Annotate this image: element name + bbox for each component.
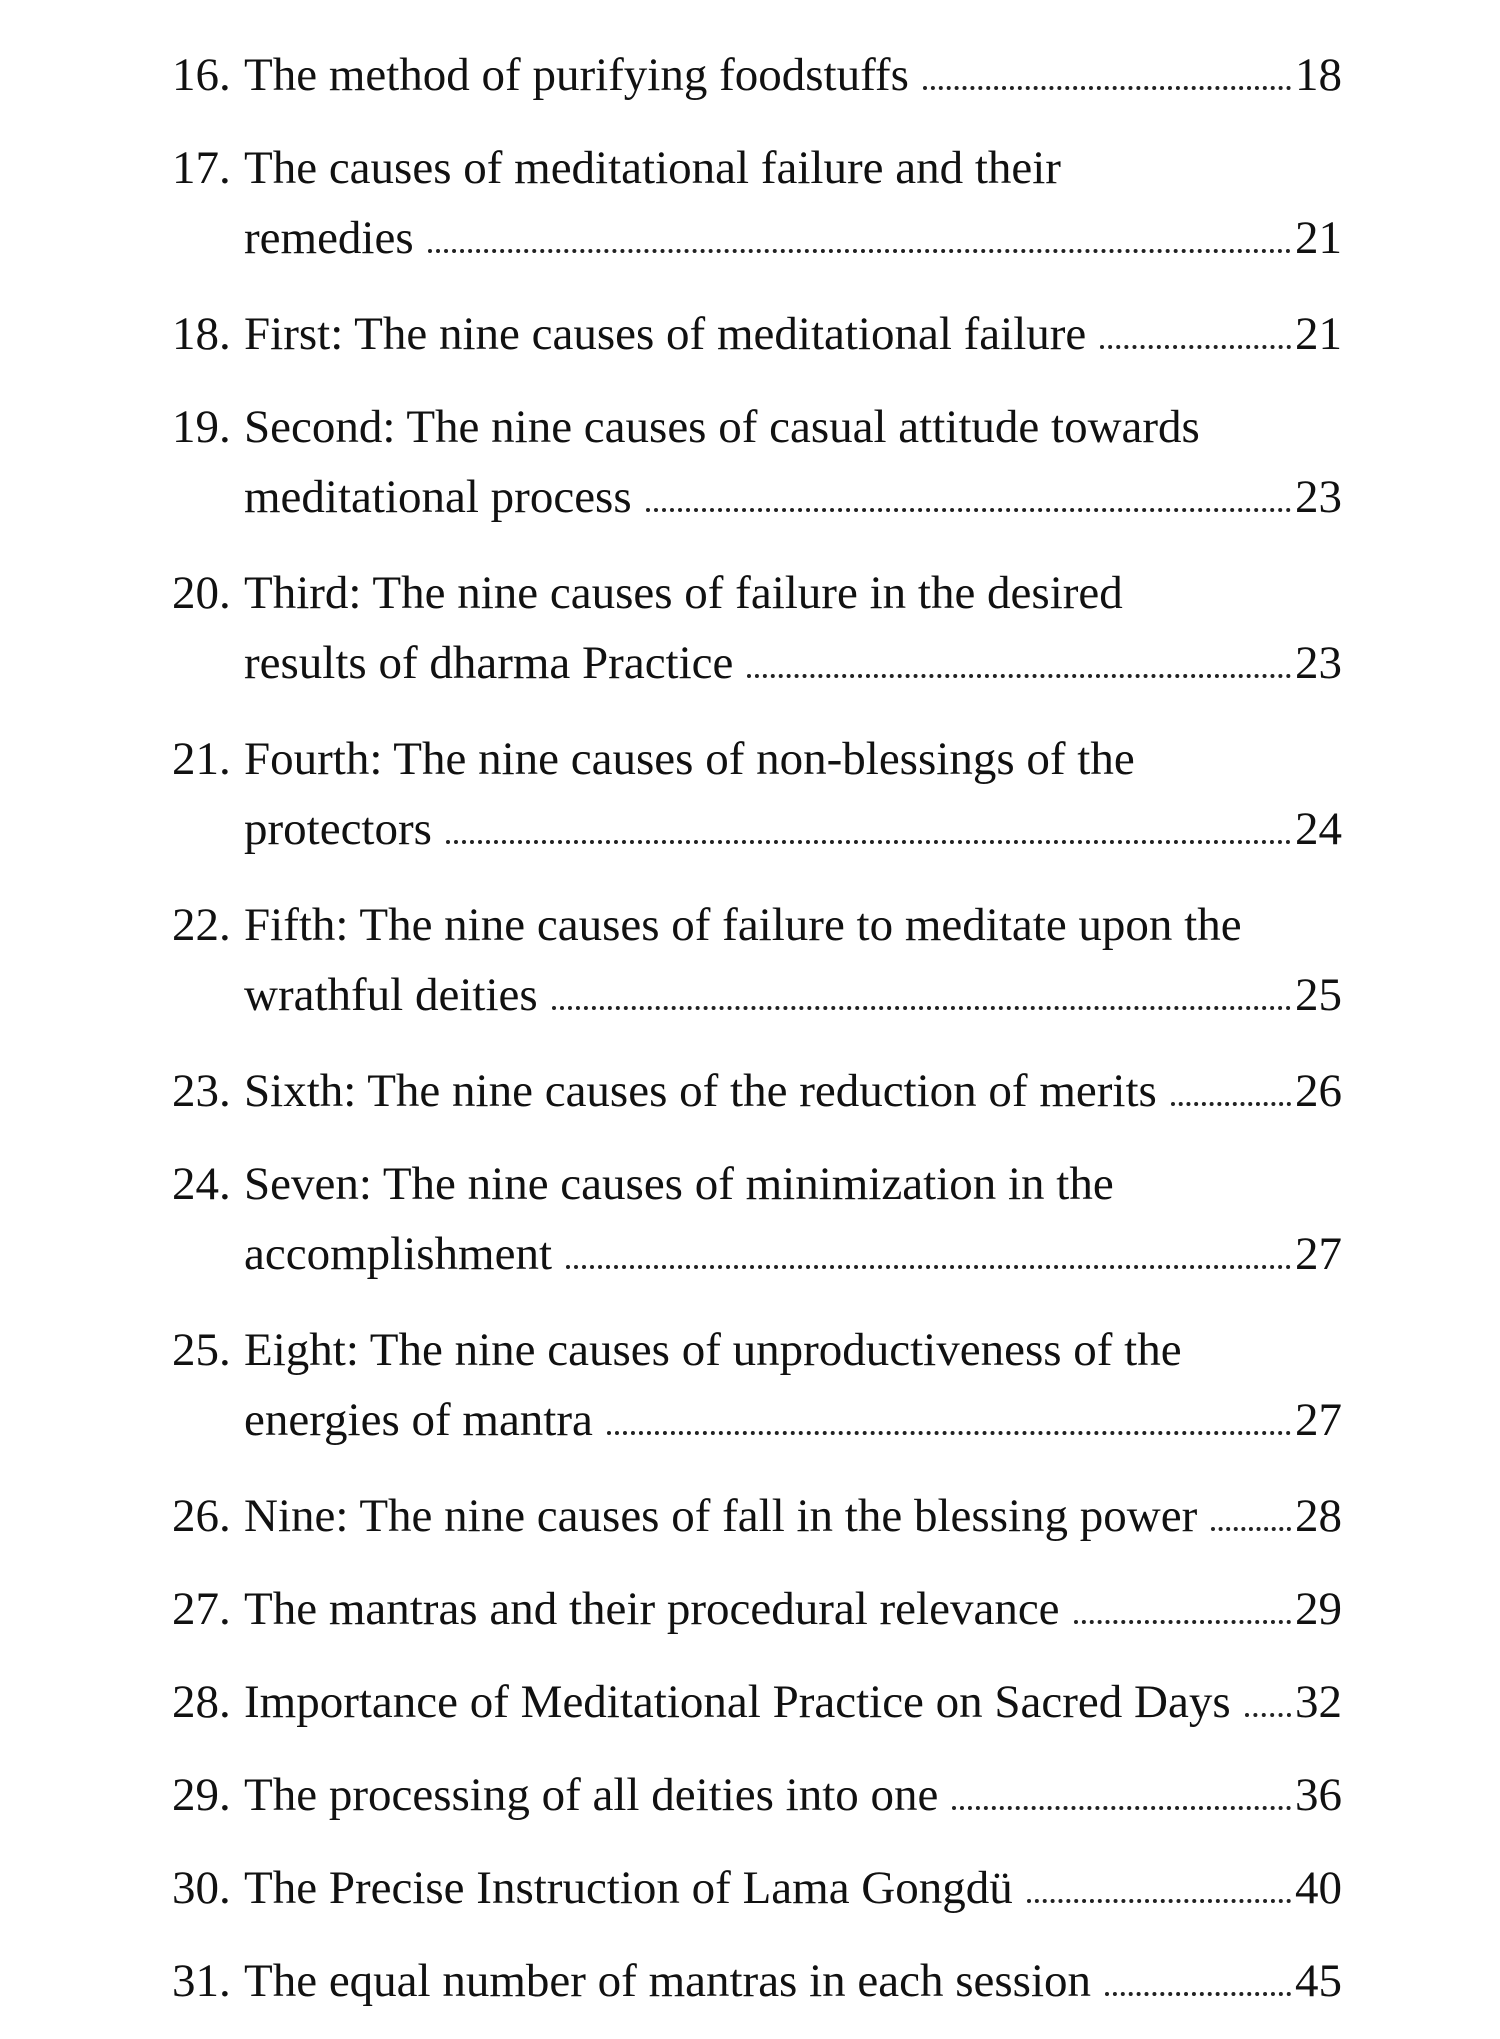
toc-entry-number: 19. (172, 401, 231, 453)
toc-entry-title: Fifth: The nine causes of failure to meditate upon the (244, 899, 1242, 951)
toc-entry-line (172, 40, 1342, 110)
toc-entry-title: First: The nine causes of meditational failure (244, 308, 1087, 360)
toc-entry-title: Eight: The nine causes of unproductiveness of the (244, 1324, 1182, 1376)
dot-leader (1245, 1713, 1291, 1717)
toc-entry (172, 299, 1342, 369)
dot-leader (923, 86, 1291, 90)
toc-entry-page-number: 27 (1295, 1228, 1342, 1280)
toc-entry-number: 25. (172, 1324, 231, 1376)
toc-entry-number: 26. (172, 1490, 231, 1542)
toc-entry (172, 1946, 1342, 2016)
toc-entry-number: 21. (172, 733, 231, 785)
toc-entry (172, 392, 1342, 532)
toc-entry-continuation (172, 1219, 1342, 1289)
toc-entry-line (172, 392, 1342, 462)
toc-entry-line (172, 1149, 1342, 1219)
toc-entry-title: energies of mantra (244, 1394, 593, 1446)
toc-entry-continuation (172, 794, 1342, 864)
toc-entry (172, 133, 1342, 273)
toc-entry-title: Second: The nine causes of casual attitude towards (244, 401, 1200, 453)
toc-entry (172, 1667, 1342, 1737)
dot-leader (566, 1265, 1291, 1269)
toc-entry-title: remedies (244, 212, 414, 264)
toc-entry-title: The mantras and their procedural relevance (244, 1583, 1060, 1635)
toc-entry-number: 17. (172, 142, 231, 194)
toc-entry-page-number: 26 (1295, 1065, 1342, 1117)
toc-entry-continuation (172, 1385, 1342, 1455)
toc-entry-number: 28. (172, 1676, 231, 1728)
dot-leader (1211, 1527, 1291, 1531)
toc-entry-title: Seven: The nine causes of minimization in the (244, 1158, 1114, 1210)
toc-entry-line (172, 890, 1342, 960)
dot-leader (1074, 1620, 1291, 1624)
toc-entry-page-number: 28 (1295, 1490, 1342, 1542)
toc-entry-page-number: 23 (1295, 637, 1342, 689)
toc-entry-line (172, 724, 1342, 794)
toc-entry-title: results of dharma Practice (244, 637, 734, 689)
dot-leader (1100, 345, 1291, 349)
toc-entry (172, 1481, 1342, 1551)
toc-entry-line (172, 1853, 1342, 1923)
toc-entry-number: 31. (172, 1955, 231, 2007)
dot-leader (747, 674, 1291, 678)
dot-leader (428, 249, 1291, 253)
toc-entry-page-number: 21 (1295, 212, 1342, 264)
toc-entry-title: Sixth: The nine causes of the reduction of merits (244, 1065, 1157, 1117)
toc-entry-line (172, 1481, 1342, 1551)
toc-entry-title: The equal number of mantras in each session (244, 1955, 1092, 2007)
toc-entry-page-number: 32 (1295, 1676, 1342, 1728)
toc-entry-line (172, 1760, 1342, 1830)
toc-entry-page-number: 29 (1295, 1583, 1342, 1635)
toc-entry-page-number: 45 (1295, 1955, 1342, 2007)
toc-entry-number: 29. (172, 1769, 231, 1821)
dot-leader (607, 1431, 1291, 1435)
toc-entry-page-number: 25 (1295, 969, 1342, 1021)
dot-leader (1027, 1899, 1291, 1903)
toc-entry-number: 23. (172, 1065, 231, 1117)
toc-entry-line (172, 1946, 1342, 2016)
table-of-contents (172, 40, 1342, 2039)
dot-leader (552, 1006, 1291, 1010)
toc-entry-continuation (172, 628, 1342, 698)
toc-entry (172, 40, 1342, 110)
toc-entry (172, 724, 1342, 864)
toc-entry-title: The processing of all deities into one (244, 1769, 939, 1821)
toc-entry-title: protectors (244, 803, 432, 855)
toc-entry-page-number: 27 (1295, 1394, 1342, 1446)
toc-entry-line (172, 1056, 1342, 1126)
toc-entry-number: 18. (172, 308, 231, 360)
dot-leader (1105, 1992, 1291, 1996)
dot-leader (446, 840, 1291, 844)
toc-entry-number: 22. (172, 899, 231, 951)
toc-entry-number: 16. (172, 49, 231, 101)
toc-entry (172, 1315, 1342, 1455)
toc-entry-number: 20. (172, 567, 231, 619)
toc-entry-page-number: 36 (1295, 1769, 1342, 1821)
toc-entry (172, 1853, 1342, 1923)
toc-entry-title: The causes of meditational failure and their (244, 142, 1061, 194)
toc-entry-continuation (172, 203, 1342, 273)
toc-entry-page-number: 40 (1295, 1862, 1342, 1914)
toc-entry-page-number: 24 (1295, 803, 1342, 855)
toc-entry-line (172, 299, 1342, 369)
toc-entry-title: Importance of Meditational Practice on Sacred Days (244, 1676, 1231, 1728)
toc-entry-line (172, 1667, 1342, 1737)
toc-entry-title: Nine: The nine causes of fall in the blessing power (244, 1490, 1198, 1542)
toc-entry-number: 24. (172, 1158, 231, 1210)
toc-entry-title: Third: The nine causes of failure in the desired (244, 567, 1123, 619)
toc-entry-page-number: 23 (1295, 471, 1342, 523)
toc-entry (172, 1760, 1342, 1830)
toc-entry (172, 1056, 1342, 1126)
toc-entry-line (172, 558, 1342, 628)
toc-entry-page-number: 18 (1295, 49, 1342, 101)
toc-entry (172, 558, 1342, 698)
dot-leader (1171, 1102, 1291, 1106)
toc-entry (172, 1149, 1342, 1289)
toc-entry (172, 890, 1342, 1030)
toc-entry-title: Fourth: The nine causes of non-blessings of the (244, 733, 1135, 785)
toc-entry-number: 27. (172, 1583, 231, 1635)
dot-leader (646, 508, 1291, 512)
dot-leader (952, 1806, 1291, 1810)
toc-entry-line (172, 1574, 1342, 1644)
toc-entry-title: meditational process (244, 471, 632, 523)
toc-entry-title: accomplishment (244, 1228, 553, 1280)
toc-entry-number: 30. (172, 1862, 231, 1914)
toc-entry-continuation (172, 960, 1342, 1030)
toc-entry-title: The Precise Instruction of Lama Gongdü (244, 1862, 1013, 1914)
toc-entry-title: The method of purifying foodstuffs (244, 49, 909, 101)
toc-entry-line (172, 133, 1342, 203)
toc-entry-page-number: 21 (1295, 308, 1342, 360)
toc-entry (172, 1574, 1342, 1644)
toc-entry-title: wrathful deities (244, 969, 538, 1021)
toc-entry-line (172, 1315, 1342, 1385)
toc-entry-continuation (172, 462, 1342, 532)
